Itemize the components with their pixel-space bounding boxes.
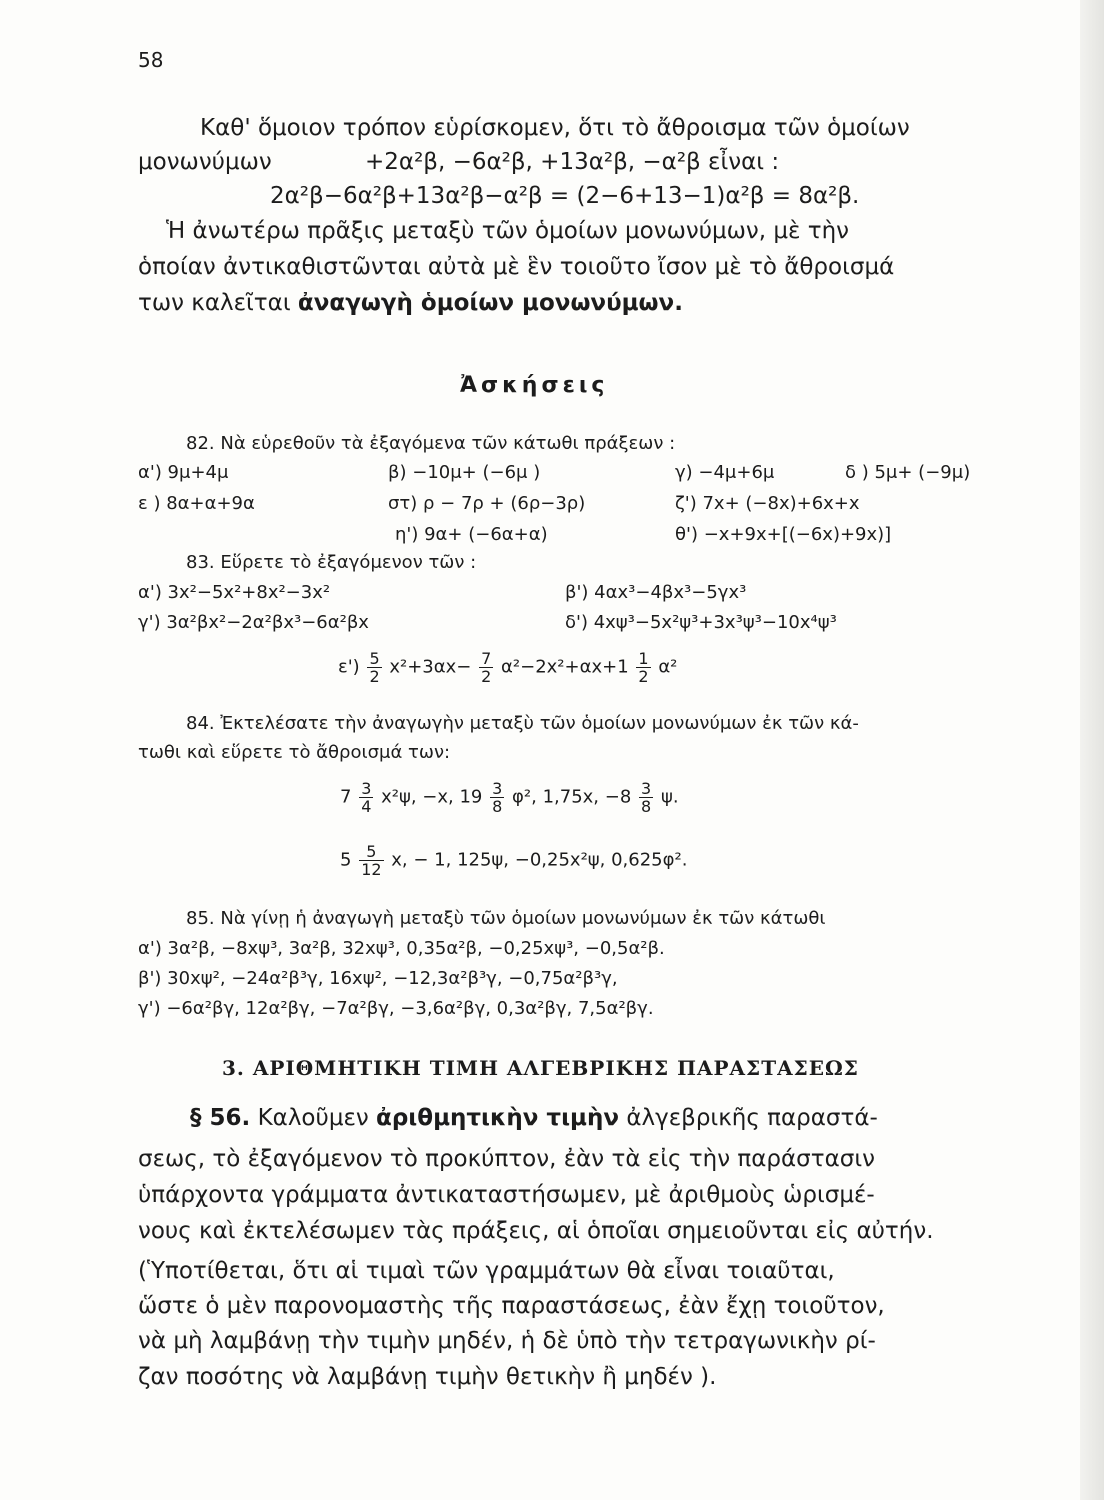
intro-line-2-start: μονωνύμων bbox=[138, 149, 272, 175]
ex84-r2-a: 5 bbox=[340, 849, 352, 871]
numerator: 3 bbox=[361, 779, 372, 798]
fraction bbox=[636, 650, 650, 685]
ex82-c: γ) −4μ+6μ bbox=[675, 462, 775, 483]
ex84-title-line-1: 84. Ἐκτελέσατε τὴν ἀναγωγὴν μεταξὺ τῶν ὁμοίων μονωνύμων ἐκ τῶν κά- bbox=[186, 713, 859, 734]
ex84-r2-b: x, − 1, 125ψ, −0,25x²ψ, 0,625φ². bbox=[391, 849, 688, 871]
s56-line-4: νους καὶ ἐκτελέσωμεν τὰς πράξεις, αἱ ὁποῖαι σημειοῦνται εἰς αὐτήν. bbox=[138, 1218, 934, 1244]
denominator: 12 bbox=[361, 860, 382, 879]
numerator: 5 bbox=[369, 649, 380, 668]
numerator: 7 bbox=[481, 649, 492, 668]
ex83-e-mid2: α²−2x²+αx+1 bbox=[501, 656, 629, 678]
ex84-row-2 bbox=[340, 843, 687, 878]
ex82-st: στ) ρ − 7ρ + (6ρ−3ρ) bbox=[388, 493, 586, 514]
fraction bbox=[479, 650, 493, 685]
ex83-a: α') 3x²−5x²+8x²−3x² bbox=[138, 582, 331, 603]
ex84-title-line-2: τωθι καὶ εὕρετε τὸ ἄθροισμά των: bbox=[138, 742, 451, 763]
ex84-r1-a: 7 bbox=[340, 786, 352, 808]
denominator: 2 bbox=[481, 667, 492, 686]
s56-l1-a: Καλοῦμεν bbox=[257, 1105, 369, 1131]
s56-l1-b: ἀλγεβρικῆς παραστά- bbox=[626, 1105, 878, 1131]
s56-line-1 bbox=[190, 1105, 878, 1131]
ex83-d: δ') 4xψ³−5x²ψ³+3x³ψ³−10x⁴ψ³ bbox=[565, 612, 837, 633]
ex85-a: α') 3α²β, −8xψ³, 3α²β, 32xψ³, 0,35α²β, −0,25xψ³, −0,5α²β. bbox=[138, 938, 665, 959]
denominator: 4 bbox=[361, 797, 372, 816]
intro-p2-line-2: ὁποίαν ἀντικαθιστῶνται αὐτὰ μὲ ἓν τοιοῦτο ἴσον μὲ τὸ ἄθροισμά bbox=[138, 254, 895, 280]
ex83-e-label: ε') bbox=[338, 656, 360, 678]
ex83-b: β') 4αx³−4βx³−5γx³ bbox=[565, 582, 747, 603]
s56-line-7: νὰ μὴ λαμβάνῃ τὴν τιμὴν μηδέν, ἡ δὲ ὑπὸ τὴν τετραγωνικὴν ρί- bbox=[138, 1328, 876, 1354]
exercises-heading: Ἀσκήσεις bbox=[460, 373, 609, 398]
s56-line-8: ζαν ποσότης νὰ λαμβάνῃ τιμὴν θετικὴν ἢ μηδέν ). bbox=[138, 1364, 717, 1390]
ex83-title: 83. Εὕρετε τὸ ἐξαγόμενον τῶν : bbox=[186, 552, 477, 573]
intro-p2-line-3 bbox=[138, 290, 683, 316]
fraction bbox=[359, 780, 373, 815]
ex84-r1-b: x²ψ, −x, 19 bbox=[381, 786, 483, 808]
ex84-r1-d: ψ. bbox=[660, 786, 679, 808]
ex84-r1-c: φ², 1,75x, −8 bbox=[512, 786, 632, 808]
ex82-e: ε ) 8α+α+9α bbox=[138, 493, 255, 514]
ex82-th: θ') −x+9x+[(−6x)+9x)] bbox=[675, 524, 892, 545]
intro-line-1: Καθ' ὅμοιον τρόπον εὑρίσκομεν, ὅτι τὸ ἄθροισμα τῶν ὁμοίων bbox=[200, 115, 910, 141]
ex82-d: δ ) 5μ+ (−9μ) bbox=[845, 462, 971, 483]
ex85-b: β') 30xψ², −24α²β³γ, 16xψ², −12,3α²β³γ, −0,75α²β³γ, bbox=[138, 968, 618, 989]
s56-label: § 56. bbox=[190, 1105, 251, 1131]
numerator: 3 bbox=[492, 779, 503, 798]
numerator: 1 bbox=[638, 649, 649, 668]
denominator: 8 bbox=[492, 797, 503, 816]
ex82-a: α') 9μ+4μ bbox=[138, 462, 229, 483]
s56-line-2: σεως, τὸ ἐξαγόμενον τὸ προκύπτον, ἐὰν τὰ εἰς τὴν παράστασιν bbox=[138, 1146, 875, 1172]
denominator: 2 bbox=[369, 667, 380, 686]
fraction bbox=[490, 780, 504, 815]
ex83-c: γ') 3α²βx²−2α²βx³−6α²βx bbox=[138, 612, 369, 633]
ex85-c: γ') −6α²βγ, 12α²βγ, −7α²βγ, −3,6α²βγ, 0,3α²βγ, 7,5α²βγ. bbox=[138, 998, 654, 1019]
ex82-z: ζ') 7x+ (−8x)+6x+x bbox=[675, 493, 860, 514]
ex83-e-end: α² bbox=[658, 656, 678, 678]
s56-line-5: (Ὑποτίθεται, ὅτι αἱ τιμαὶ τῶν γραμμάτων θὰ εἶναι τοιαῦται, bbox=[138, 1258, 835, 1284]
intro-line-2-terms: +2α²β, −6α²β, +13α²β, −α²β εἶναι : bbox=[365, 149, 780, 175]
fraction bbox=[359, 843, 383, 878]
section-heading: 3. ΑΡΙΘΜΗΤΙΚΗ ΤΙΜΗ ΑΛΓΕΒΡΙΚΗΣ ΠΑΡΑΣΤΑΣΕΩΣ bbox=[222, 1056, 859, 1080]
numerator: 5 bbox=[359, 843, 383, 861]
intro-p2-line-1: Ἡ ἀνωτέρω πρᾶξις μεταξὺ τῶν ὁμοίων μονωνύμων, μὲ τὴν bbox=[166, 218, 850, 244]
intro-equation: 2α²β−6α²β+13α²β−α²β = (2−6+13−1)α²β = 8α²β. bbox=[270, 183, 860, 209]
fraction bbox=[367, 650, 381, 685]
intro-p2-line-3-start: των καλεῖται bbox=[138, 290, 291, 316]
numerator: 3 bbox=[641, 779, 652, 798]
term-arithmetic-value: ἀριθμητικὴν τιμὴν bbox=[376, 1105, 620, 1131]
ex83-e bbox=[338, 650, 677, 685]
denominator: 8 bbox=[641, 797, 652, 816]
denominator: 2 bbox=[638, 667, 649, 686]
ex82-title: 82. Νὰ εὑρεθοῦν τὰ ἐξαγόμενα τῶν κάτωθι πράξεων : bbox=[186, 433, 676, 454]
page-number: 58 bbox=[138, 48, 164, 72]
ex82-h: η') 9α+ (−6α+α) bbox=[395, 524, 548, 545]
fraction bbox=[639, 780, 653, 815]
ex82-b: β) −10μ+ (−6μ ) bbox=[388, 462, 541, 483]
s56-line-6: ὥστε ὁ μὲν παρονομαστὴς τῆς παραστάσεως, ἐὰν ἔχῃ τοιοῦτον, bbox=[138, 1293, 885, 1319]
term-reduction-of-like-monomials: ἀναγωγὴ ὁμοίων μονωνύμων. bbox=[297, 290, 683, 316]
s56-line-3: ὑπάρχοντα γράμματα ἀντικαταστήσωμεν, μὲ ἀριθμοὺς ὡρισμέ- bbox=[138, 1182, 875, 1208]
ex83-e-mid: x²+3αx− bbox=[389, 656, 472, 678]
ex85-title: 85. Νὰ γίνῃ ἡ ἀναγωγὴ μεταξὺ τῶν ὁμοίων μονωνύμων ἐκ τῶν κάτωθι bbox=[186, 908, 826, 929]
ex84-row-1 bbox=[340, 780, 679, 815]
page-edge-shadow bbox=[1080, 0, 1104, 1500]
